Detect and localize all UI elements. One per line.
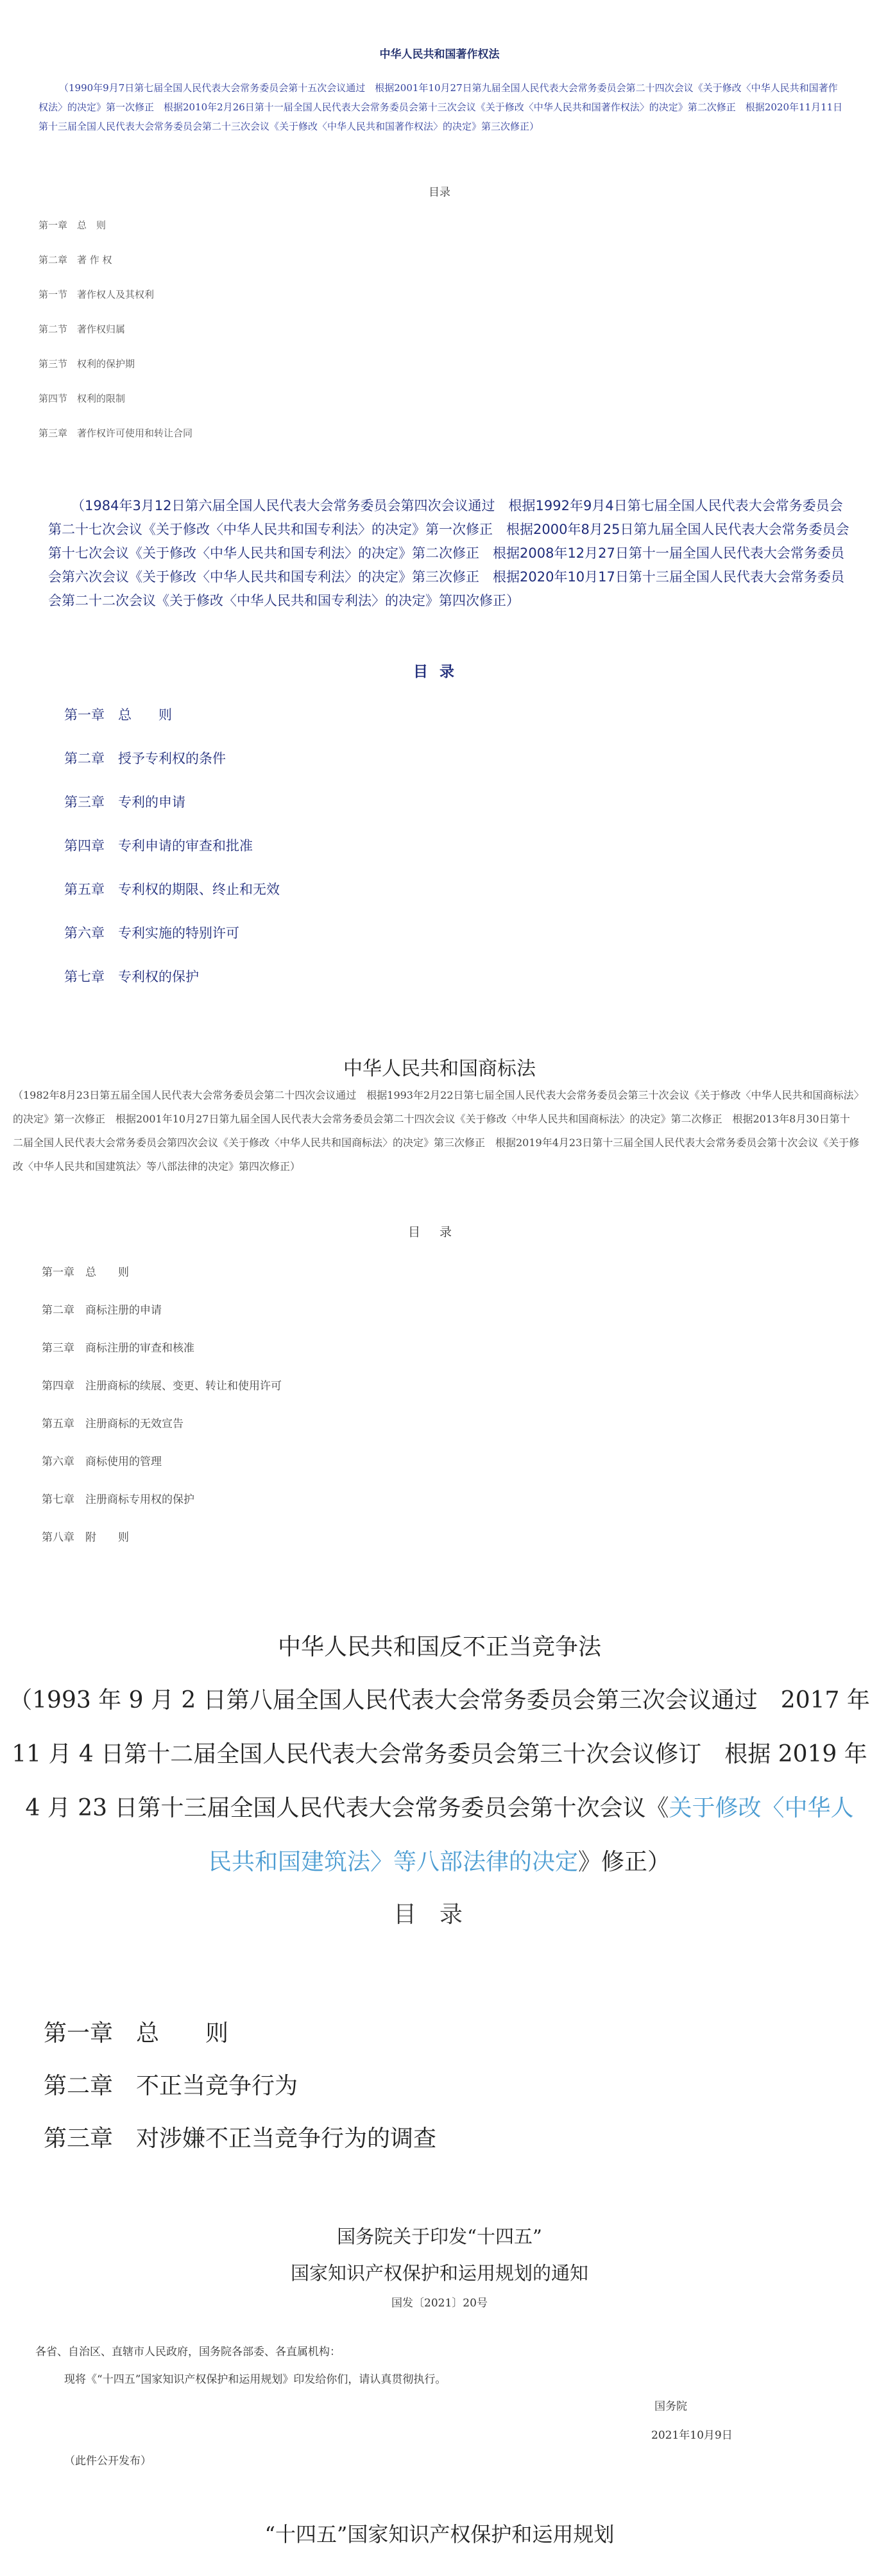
copyright-law-title: 中华人民共和国著作权法 — [379, 48, 500, 61]
anti-unfair-history-text: 》修正） — [578, 1849, 671, 1875]
notice-title-line1: 国务院关于印发“十四五” — [337, 2226, 542, 2247]
trademark-toc-item: 第七章 注册商标专用权的保护 — [42, 1493, 194, 1506]
trademark-toc-item: 第四章 注册商标的续展、变更、转让和使用许可 — [42, 1380, 282, 1393]
notice-issuer: 国务院 — [654, 2400, 687, 2413]
amendment-decision-link-cont[interactable]: 民共和国建筑法〉等八部法律的决定 — [208, 1849, 578, 1875]
copyright-toc-item: 第一节 著作权人及其权利 — [38, 289, 155, 300]
patent-toc-item: 第五章 专利权的期限、终止和无效 — [64, 882, 280, 897]
trademark-toc-title: 目录 — [407, 1225, 471, 1239]
patent-toc-item: 第一章 总 则 — [64, 707, 172, 723]
amendment-decision-link[interactable]: 关于修改〈中华人 — [669, 1795, 854, 1821]
anti-unfair-history-line — [0, 1782, 879, 1835]
patent-toc-title: 目录 — [413, 664, 466, 680]
patent-toc-item: 第三章 专利的申请 — [64, 794, 185, 810]
notice-body: 现将《“十四五”国家知识产权保护和运用规划》印发给你们，请认真贯彻执行。 — [64, 2373, 447, 2386]
copyright-law-history: （1990年9月7日第七届全国人民代表大会常务委员会第十五次会议通过 根据2001年10月27日第九届全国人民代表大会常务委员会第二十四次会议《关于修改〈中华人民共和国著作权法〉的决定》第一次修正 根据2010年2月26日第十一届全国人民代表大会常务委员会第十三次会议《关于修改〈中华人民共和国著作权法〉的决定》第二次修正 根据2020年11月11日第十三届全国人民代表大会常务委员会第二十三次会议《关于修改〈中华人民共和国著作权法〉的决定》第三次修正） — [38, 82, 843, 132]
patent-law-history: （1984年3月12日第六届全国人民代表大会常务委员会第四次会议通过 根据1992年9月4日第七届全国人民代表大会常务委员会第二十七次会议《关于修改〈中华人民共和国专利法〉的决定》第一次修正 根据2000年8月25日第九届全国人民代表大会常务委员会第十七次会议《关于修改〈中华人民共和国专利法〉的决定》第二次修正 根据2008年12月27日第十一届全国人民代表大会常务委员会第六次会议《关于修改〈中华人民共和国专利法〉的决定》第三次修正 根据2020年10月17日第十三届全国人民代表大会常务委员会第二十二次会议《关于修改〈中华人民共和国专利法〉的决定》第四次修正） — [48, 498, 849, 608]
anti-unfair-toc-item: 第二章 不正当竞争行为 — [44, 2073, 298, 2099]
anti-unfair-history-line: 11 月 4 日第十二届全国人民代表大会常务委员会第三十次会议修订 根据 2019 年 — [12, 1741, 867, 1767]
trademark-toc-item: 第六章 商标使用的管理 — [42, 1455, 162, 1468]
copyright-toc-item: 第三节 权利的保护期 — [38, 358, 135, 370]
notice-document-number: 国发〔2021〕20号 — [391, 2297, 488, 2310]
copyright-toc-item: 第三章 著作权许可使用和转让合同 — [38, 427, 193, 439]
patent-toc-item: 第二章 授予专利权的条件 — [64, 751, 226, 766]
anti-unfair-toc-title: 目录 — [393, 1902, 486, 1928]
notice-date: 2021年10月9日 — [651, 2429, 733, 2442]
trademark-toc-item: 第二章 商标注册的申请 — [42, 1304, 162, 1317]
anti-unfair-history-text: 4 月 23 日第十三届全国人民代表大会常务委员会第十次会议《 — [25, 1795, 669, 1821]
trademark-law-title: 中华人民共和国商标法 — [343, 1058, 536, 1080]
copyright-toc-item: 第二节 著作权归属 — [38, 323, 126, 335]
anti-unfair-history-line: （1993 年 9 月 2 日第八届全国人民代表大会常务委员会第三次会议通过 2017 年 — [9, 1687, 870, 1713]
copyright-toc-item: 第四节 权利的限制 — [38, 393, 126, 404]
copyright-toc-title: 目录 — [429, 186, 450, 199]
patent-toc-item: 第六章 专利实施的特别许可 — [64, 925, 239, 941]
copyright-toc-item: 第一章 总 则 — [38, 219, 107, 231]
trademark-toc-item: 第一章 总 则 — [42, 1266, 129, 1279]
anti-unfair-law-title: 中华人民共和国反不正当竞争法 — [277, 1634, 601, 1660]
anti-unfair-history-line — [0, 1835, 879, 1889]
patent-toc-item: 第四章 专利申请的审查和批准 — [64, 838, 253, 854]
patent-toc-item: 第七章 专利权的保护 — [64, 969, 199, 984]
notice-recipients: 各省、自治区、直辖市人民政府，国务院各部委、各直属机构： — [35, 2346, 341, 2358]
notice-publication-note: （此件公开发布） — [64, 2455, 151, 2468]
trademark-toc-item: 第八章 附 则 — [42, 1531, 129, 1544]
trademark-toc-item: 第三章 商标注册的审查和核准 — [42, 1342, 194, 1355]
trademark-law-history: （1982年8月23日第五届全国人民代表大会常务委员会第二十四次会议通过 根据1993年2月22日第七届全国人民代表大会常务委员会第三十次会议《关于修改〈中华人民共和国商标法〉的决定》第一次修正 根据2001年10月27日第九届全国人民代表大会常务委员会第二十四次会议《关于修改〈中华人民共和国商标法〉的决定》第二次修正 根据2013年8月30日第十二届全国人民代表大会常务委员会第四次会议《关于修改〈中华人民共和国商标法〉的决定》第三次修正 根据2019年4月23日第十三届全国人民代表大会常务委员会第十次会议《关于修改〈中华人民共和国建筑法〉等八部法律的决定》第四次修正） — [13, 1089, 860, 1172]
anti-unfair-toc-item: 第一章 总 则 — [44, 2020, 229, 2047]
trademark-toc-item: 第五章 注册商标的无效宣告 — [42, 1418, 183, 1430]
anti-unfair-toc-item: 第三章 对涉嫌不正当竞争行为的调查 — [44, 2125, 437, 2152]
plan-title: “十四五”国家知识产权保护和运用规划 — [264, 2522, 615, 2546]
anti-unfair-law-history — [0, 1674, 879, 1889]
copyright-toc-item: 第二章 著 作 权 — [38, 254, 112, 266]
notice-title-line2: 国家知识产权保护和运用规划的通知 — [290, 2262, 588, 2284]
